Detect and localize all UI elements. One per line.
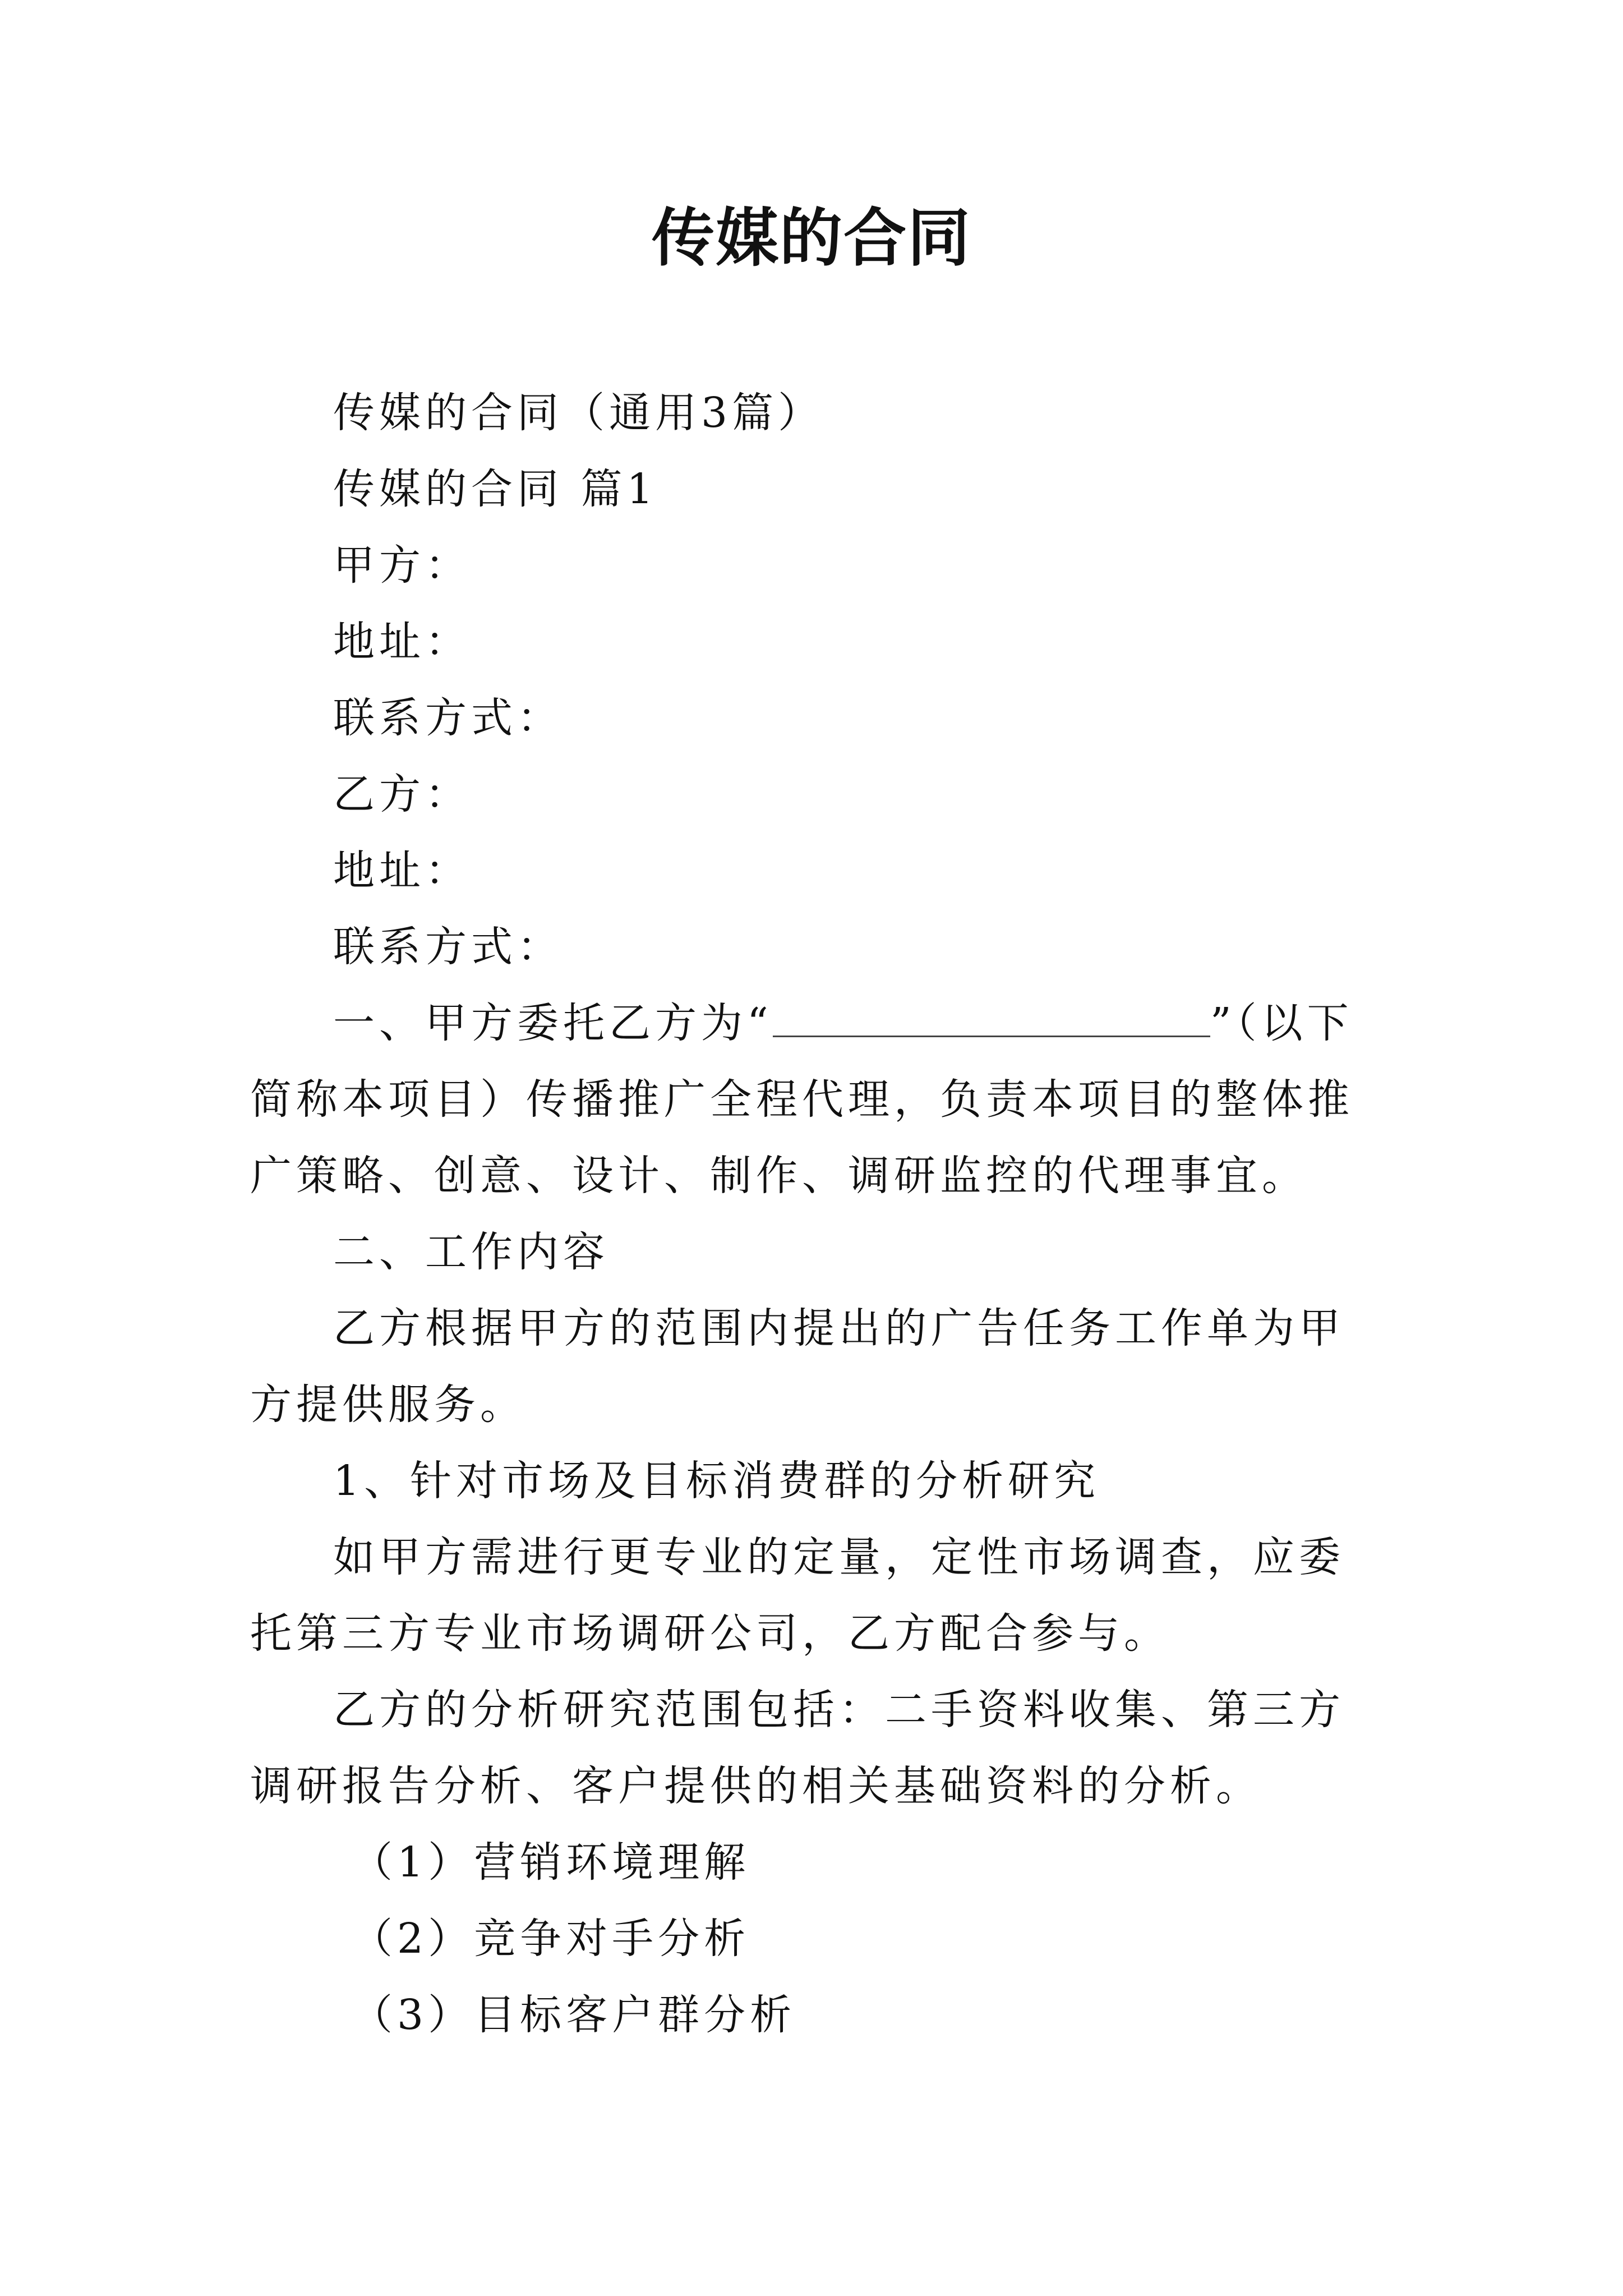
party-b-address-line: 地址： — [333, 846, 471, 895]
party-a-line: 甲方： — [333, 541, 471, 590]
sub-item-2: （2）竞争对手分析 — [351, 1915, 750, 1963]
section-2-heading: 二、工作内容 — [333, 1228, 609, 1276]
party-b-contact-line: 联系方式： — [333, 923, 563, 971]
sub-item-3: （3）目标客户群分析 — [351, 1991, 796, 2039]
document-body — [250, 375, 1385, 2053]
sub-item-1: （1）营销环境理解 — [351, 1838, 750, 1887]
document-title: 传媒的合同 — [652, 202, 971, 275]
party-b-line: 乙方： — [333, 770, 471, 818]
item-1-paragraph-2: 乙方的分析研究范围包括：二手资料收集、第三方调研报告分析、客户提供的相关基础资料的分析。 — [250, 1686, 1345, 1810]
clause-1-text-before: 一、甲方委托乙方为“ — [333, 999, 773, 1047]
subtitle-line: 传媒的合同（通用3篇） — [333, 389, 824, 437]
clause-1-text-after: ”（以下简称本项目）传播推广全程代理，负责本项目的整体推广策略、创意、设计、制作、调研监控的代理事宜。 — [250, 999, 1354, 1200]
project-name-blank — [773, 1002, 1210, 1037]
clause-1-paragraph — [250, 985, 1385, 1214]
party-a-contact-line: 联系方式： — [333, 694, 563, 742]
item-1-heading: 1、针对市场及目标消费群的分析研究 — [333, 1457, 1100, 1505]
section-2-paragraph: 乙方根据甲方的范围内提出的广告任务工作单为甲方提供服务。 — [250, 1304, 1345, 1429]
part-heading: 传媒的合同 篇1 — [333, 465, 658, 513]
party-a-address-line: 地址： — [333, 618, 471, 666]
item-1-paragraph-1: 如甲方需进行更专业的定量，定性市场调查，应委托第三方专业市场调研公司，乙方配合参与。 — [250, 1533, 1345, 1658]
